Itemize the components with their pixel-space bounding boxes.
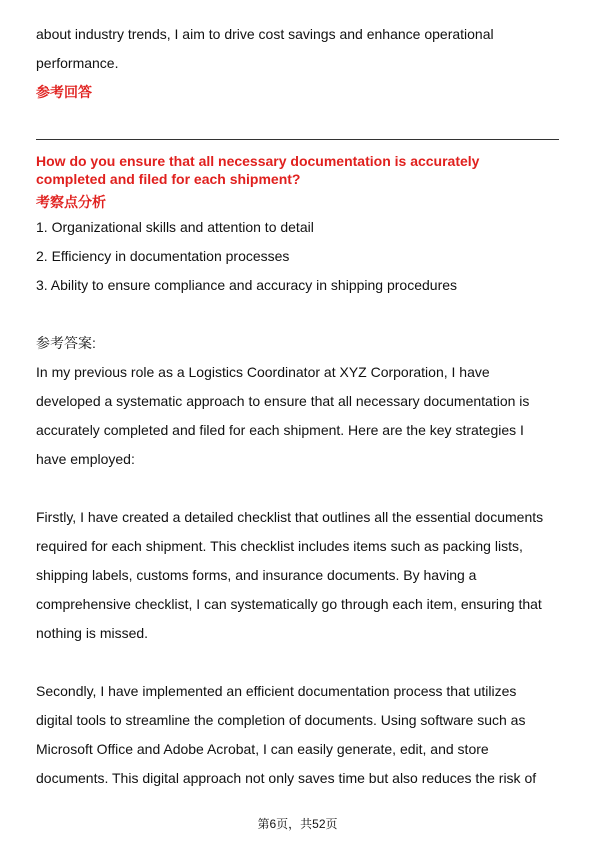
answer-p2-line-3: shipping labels, customs forms, and insurance documents. By having a (36, 567, 477, 583)
spacer (36, 107, 559, 139)
answer-p1-line-1: In my previous role as a Logistics Coordinator at XYZ Corporation, I have (36, 364, 490, 380)
page-footer: 第6页，共52页 (257, 817, 338, 831)
answer-p3-line-2: digital tools to streamline the completion of documents. Using software such as (36, 712, 526, 728)
top-paragraph-line-2: performance. (36, 55, 119, 71)
question-line-1: How do you ensure that all necessary documentation is accurately (36, 153, 480, 169)
answer-p2-line-5: nothing is missed. (36, 625, 149, 641)
answer-p1-line-3: accurately completed and filed for each shipment. Here are the key strategies I (36, 422, 524, 438)
reference-answer-heading: 参考回答 (36, 84, 92, 100)
answer-p2-line-1: Firstly, I have created a detailed checklist that outlines all the essential documents (36, 509, 544, 525)
spacer (36, 140, 559, 152)
answer-p3-line-1: Secondly, I have implemented an efficient documentation process that utilizes (36, 683, 517, 699)
spacer (36, 474, 559, 503)
answer-p1-line-2: developed a systematic approach to ensure that all necessary documentation is (36, 393, 530, 409)
analysis-heading: 考察点分析 (36, 194, 106, 210)
analysis-point-2: 2. Efficiency in documentation processes (36, 248, 290, 264)
reference-answer-label: 参考答案: (36, 335, 96, 351)
answer-p3-line-3: Microsoft Office and Adobe Acrobat, I can easily generate, edit, and store (36, 741, 489, 757)
spacer (36, 300, 559, 329)
top-paragraph-line-1: about industry trends, I aim to drive cost savings and enhance operational (36, 26, 494, 42)
question-line-2: completed and filed for each shipment? (36, 171, 301, 187)
answer-p2-line-2: required for each shipment. This checklist includes items such as packing lists, (36, 538, 523, 554)
answer-p3-line-4: documents. This digital approach not only saves time but also reduces the risk of (36, 770, 537, 786)
spacer (36, 648, 559, 677)
page-content (36, 20, 559, 793)
analysis-point-3: 3. Ability to ensure compliance and accuracy in shipping procedures (36, 277, 458, 293)
answer-p2-line-4: comprehensive checklist, I can systematically go through each item, ensuring that (36, 596, 542, 612)
answer-p1-line-4: have employed: (36, 451, 135, 467)
analysis-point-1: 1. Organizational skills and attention to detail (36, 219, 314, 235)
